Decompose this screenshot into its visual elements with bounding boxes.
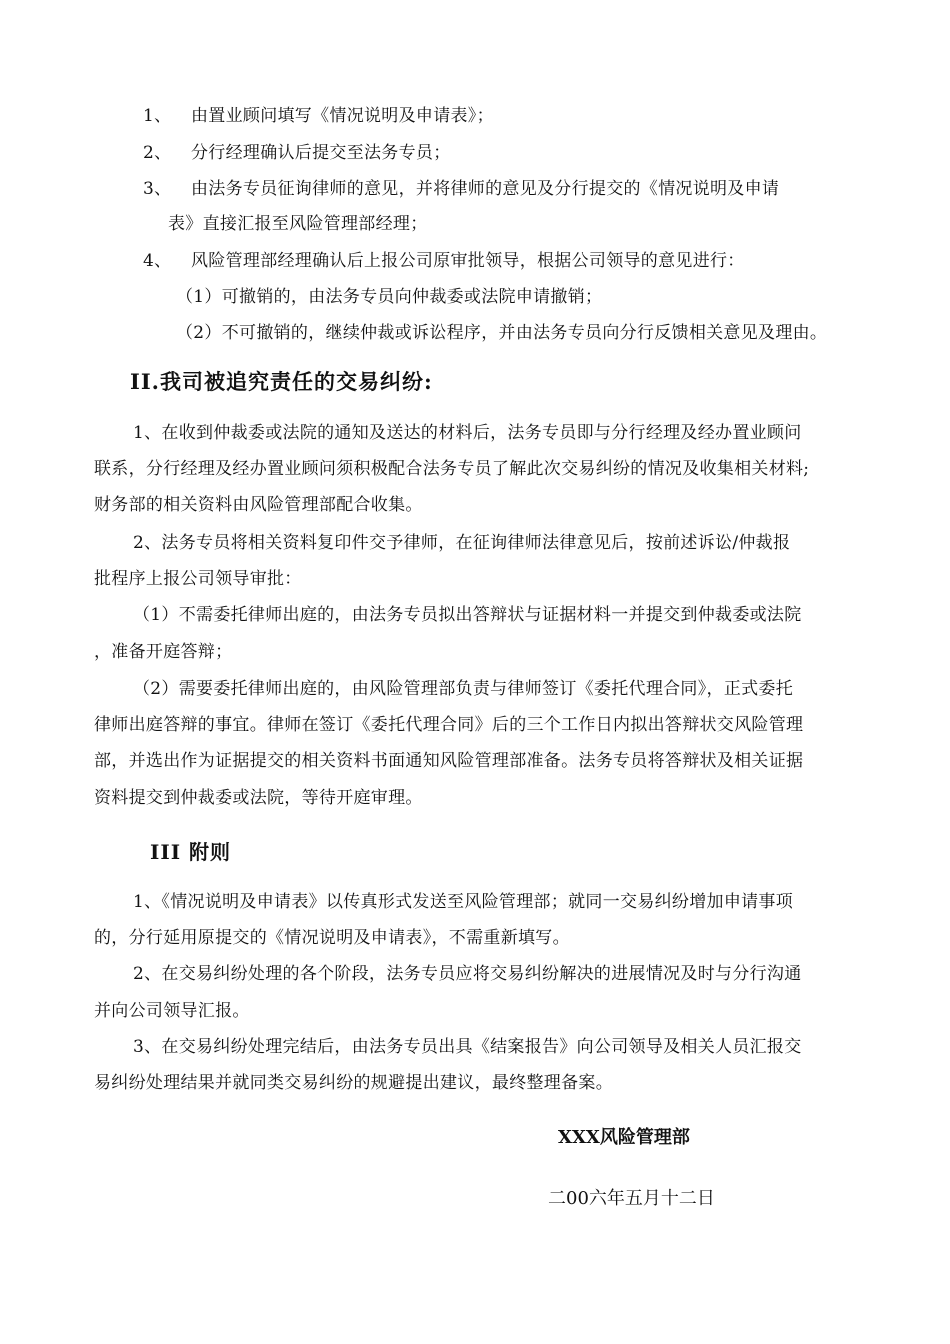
list-item-number: 4、 (143, 251, 172, 271)
section-heading-iii: III 附则 (150, 840, 232, 864)
paragraph-line: 律师出庭答辩的事宜。律师在签订《委托代理合同》后的三个工作日内拟出答辩状交风险管理 (94, 715, 804, 735)
paragraph-line: 部，并选出作为证据提交的相关资料书面通知风险管理部准备。法务专员将答辩状及相关证据 (94, 751, 804, 771)
list-item-1 (143, 104, 494, 128)
signature-department: XXX风险管理部 (558, 1127, 690, 1148)
list-item-4 (143, 249, 745, 273)
list-item-3 (143, 177, 779, 201)
paragraph-line: 3、在交易纠纷处理完结后，由法务专员出具《结案报告》向公司领导及相关人员汇报交 (133, 1037, 802, 1057)
paragraph-line: 1、《情况说明及申请表》以传真形式发送至风险管理部；就同一交易纠纷增加申请事项 (133, 892, 794, 912)
paragraph-line: 的，分行延用原提交的《情况说明及申请表》，不需重新填写。 (94, 928, 570, 948)
list-item-number: 3、 (143, 179, 172, 199)
paragraph-line: 2、在交易纠纷处理的各个阶段，法务专员应将交易纠纷解决的进展情况及时与分行沟通 (133, 964, 802, 984)
list-item-3-continuation: 表》直接汇报至风险管理部经理； (168, 214, 428, 234)
paragraph-line: 财务部的相关资料由风险管理部配合收集。 (94, 495, 423, 515)
section-heading-ii: II.我司被追究责任的交易纠纷: (130, 369, 433, 394)
list-item-text: 风险管理部经理确认后上报公司原审批领导，根据公司领导的意见进行： (191, 251, 745, 271)
paragraph-line: 2、法务专员将相关资料复印件交予律师，在征询律师法律意见后，按前述诉讼/仲裁报 (133, 533, 791, 553)
paragraph-line: ，准备开庭答辩； (94, 642, 233, 662)
paragraph-line: 易纠纷处理结果并就同类交易纠纷的规避提出建议，最终整理备案。 (94, 1073, 613, 1093)
paragraph-line: 1、在收到仲裁委或法院的通知及送达的材料后，法务专员即与分行经理及经办置业顾问 (133, 423, 802, 443)
list-item-text: 由置业顾问填写《情况说明及申请表》； (191, 106, 494, 126)
paragraph-line: （1）不需委托律师出庭的，由法务专员拟出答辩状与证据材料一并提交到仲裁委或法院 (133, 605, 802, 625)
list-item-number: 2、 (143, 143, 172, 163)
signature-date: 二00六年五月十二日 (548, 1188, 715, 1209)
paragraph-line: 联系，分行经理及经办置业顾问须积极配合法务专员了解此次交易纠纷的情况及收集相关材料; (94, 459, 810, 479)
paragraph-line: （2）需要委托律师出庭的，由风险管理部负责与律师签订《委托代理合同》，正式委托 (133, 679, 794, 699)
paragraph-line: 并向公司领导汇报。 (94, 1001, 250, 1021)
list-item-2 (143, 141, 451, 165)
list-item-number: 1、 (143, 106, 172, 126)
paragraph-line: 资料提交到仲裁委或法院，等待开庭审理。 (94, 788, 423, 808)
list-item-text: 分行经理确认后提交至法务专员； (191, 143, 451, 163)
list-item-text: 由法务专员征询律师的意见，并将律师的意见及分行提交的《情况说明及申请 (191, 179, 780, 199)
sub-item-1: （1）可撤销的，由法务专员向仲裁委或法院申请撤销； (176, 287, 603, 307)
paragraph-line: 批程序上报公司领导审批： (94, 569, 302, 589)
sub-item-2: （2）不可撤销的，继续仲裁或诉讼程序，并由法务专员向分行反馈相关意见及理由。 (176, 323, 828, 343)
